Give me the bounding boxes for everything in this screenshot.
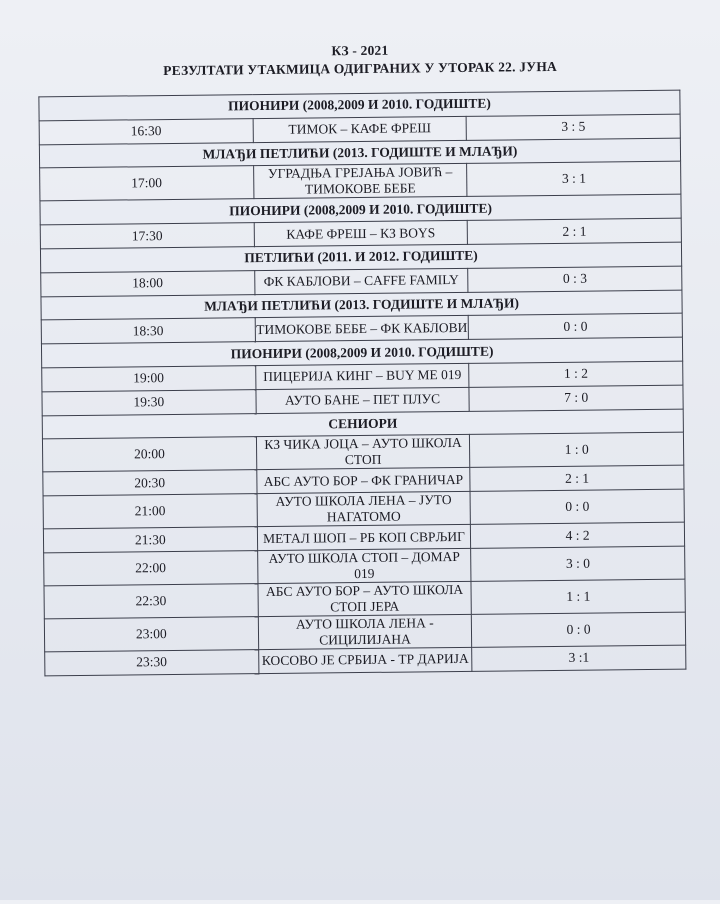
match-score: 0 : 3 (468, 266, 682, 292)
match-time: 18:30 (41, 318, 255, 344)
match-teams: КОСОВО ЈЕ СРБИЈА - ТР ДАРИЈА (258, 647, 472, 673)
match-teams: АБС АУТО БОР – АУТО ШКОЛА СТОП ЈЕРА (258, 581, 472, 616)
match-score: 1 : 0 (470, 432, 684, 467)
match-score: 0 : 0 (470, 489, 684, 524)
section-heading: ПИОНИРИ (2008,2009 И 2010. ГОДИШТЕ) (39, 90, 680, 121)
match-teams: АУТО БАНЕ – ПЕТ ПЛУС (256, 387, 470, 413)
match-teams: АУТО ШКОЛА ЛЕНА – ЈУТО НАГАТОМО (257, 492, 471, 527)
match-time: 21:30 (43, 527, 257, 553)
match-teams: МЕТАЛ ШОП – РБ КОП СВРЉИГ (257, 525, 471, 551)
results-table (38, 90, 686, 676)
match-score: 7 : 0 (469, 385, 683, 411)
match-time: 19:00 (42, 366, 256, 392)
match-time: 18:00 (41, 270, 255, 296)
match-score: 0 : 0 (468, 314, 682, 340)
match-time: 23:30 (45, 650, 259, 676)
match-score: 3 : 0 (471, 546, 685, 581)
match-teams: АУТО ШКОЛА ЛЕНА - СИЦИЛИЈАНА (258, 614, 472, 649)
match-score: 3 : 1 (467, 162, 681, 197)
match-score: 2 : 1 (470, 465, 684, 491)
match-score: 4 : 2 (471, 522, 685, 548)
section-heading: МЛАЂИ ПЕТЛИЋИ (2013. ГОДИШТЕ И МЛАЂИ) (39, 138, 680, 169)
section-heading: СЕНИОРИ (42, 409, 683, 440)
match-teams: АБС АУТО БОР – ФК ГРАНИЧАР (256, 468, 470, 494)
match-time: 19:30 (42, 389, 256, 415)
match-score: 0 : 0 (472, 612, 686, 647)
match-teams: ТИМОКОВЕ БЕБЕ – ФК КАБЛОВИ (255, 316, 469, 342)
match-time: 20:30 (43, 470, 257, 496)
match-time: 17:00 (40, 166, 254, 201)
document-subtitle: РЕЗУЛТАТИ УТАКМИЦА ОДИГРАНИХ У УТОРАК 22. ЈУНА (163, 58, 558, 79)
match-score: 1 : 1 (471, 579, 685, 614)
match-teams: УГРАДЊА ГРЕЈАЊА ЈОВИЋ – ТИМОКОВЕ БЕБЕ (253, 164, 467, 199)
match-time: 22:00 (44, 551, 258, 586)
match-teams: КАФЕ ФРЕШ – КЗ BOYS (254, 221, 468, 247)
match-time: 20:00 (42, 437, 256, 472)
section-heading: ПИОНИРИ (2008,2009 И 2010. ГОДИШТЕ) (40, 195, 681, 226)
match-time: 16:30 (39, 118, 253, 144)
match-teams: КЗ ЧИКА ЈОЦА – АУТО ШКОЛА СТОП (256, 435, 470, 470)
match-teams: ТИМОК – КАФЕ ФРЕШ (253, 116, 467, 142)
section-heading: МЛАЂИ ПЕТЛИЋИ (2013. ГОДИШТЕ И МЛАЂИ) (41, 290, 682, 321)
match-teams: ПИЦЕРИЈА КИНГ – BUY ME 019 (255, 363, 469, 389)
section-heading: ПИОНИРИ (2008,2009 И 2010. ГОДИШТЕ) (41, 337, 682, 368)
match-time: 23:00 (44, 617, 258, 652)
match-teams: АУТО ШКОЛА СТОП – ДОМАР 019 (257, 548, 471, 583)
match-score: 3 :1 (472, 645, 686, 671)
match-teams: ФК КАБЛОВИ – CAFFE FAMILY (254, 268, 468, 294)
match-score: 3 : 5 (466, 114, 680, 140)
document-title: КЗ - 2021 (331, 42, 389, 59)
match-score: 2 : 1 (467, 218, 681, 244)
match-time: 17:30 (40, 223, 254, 249)
match-time: 21:00 (43, 494, 257, 529)
section-heading: ПЕТЛИЋИ (2011. И 2012. ГОДИШТЕ) (40, 242, 681, 273)
match-score: 1 : 2 (469, 361, 683, 387)
match-time: 22:30 (44, 584, 258, 619)
